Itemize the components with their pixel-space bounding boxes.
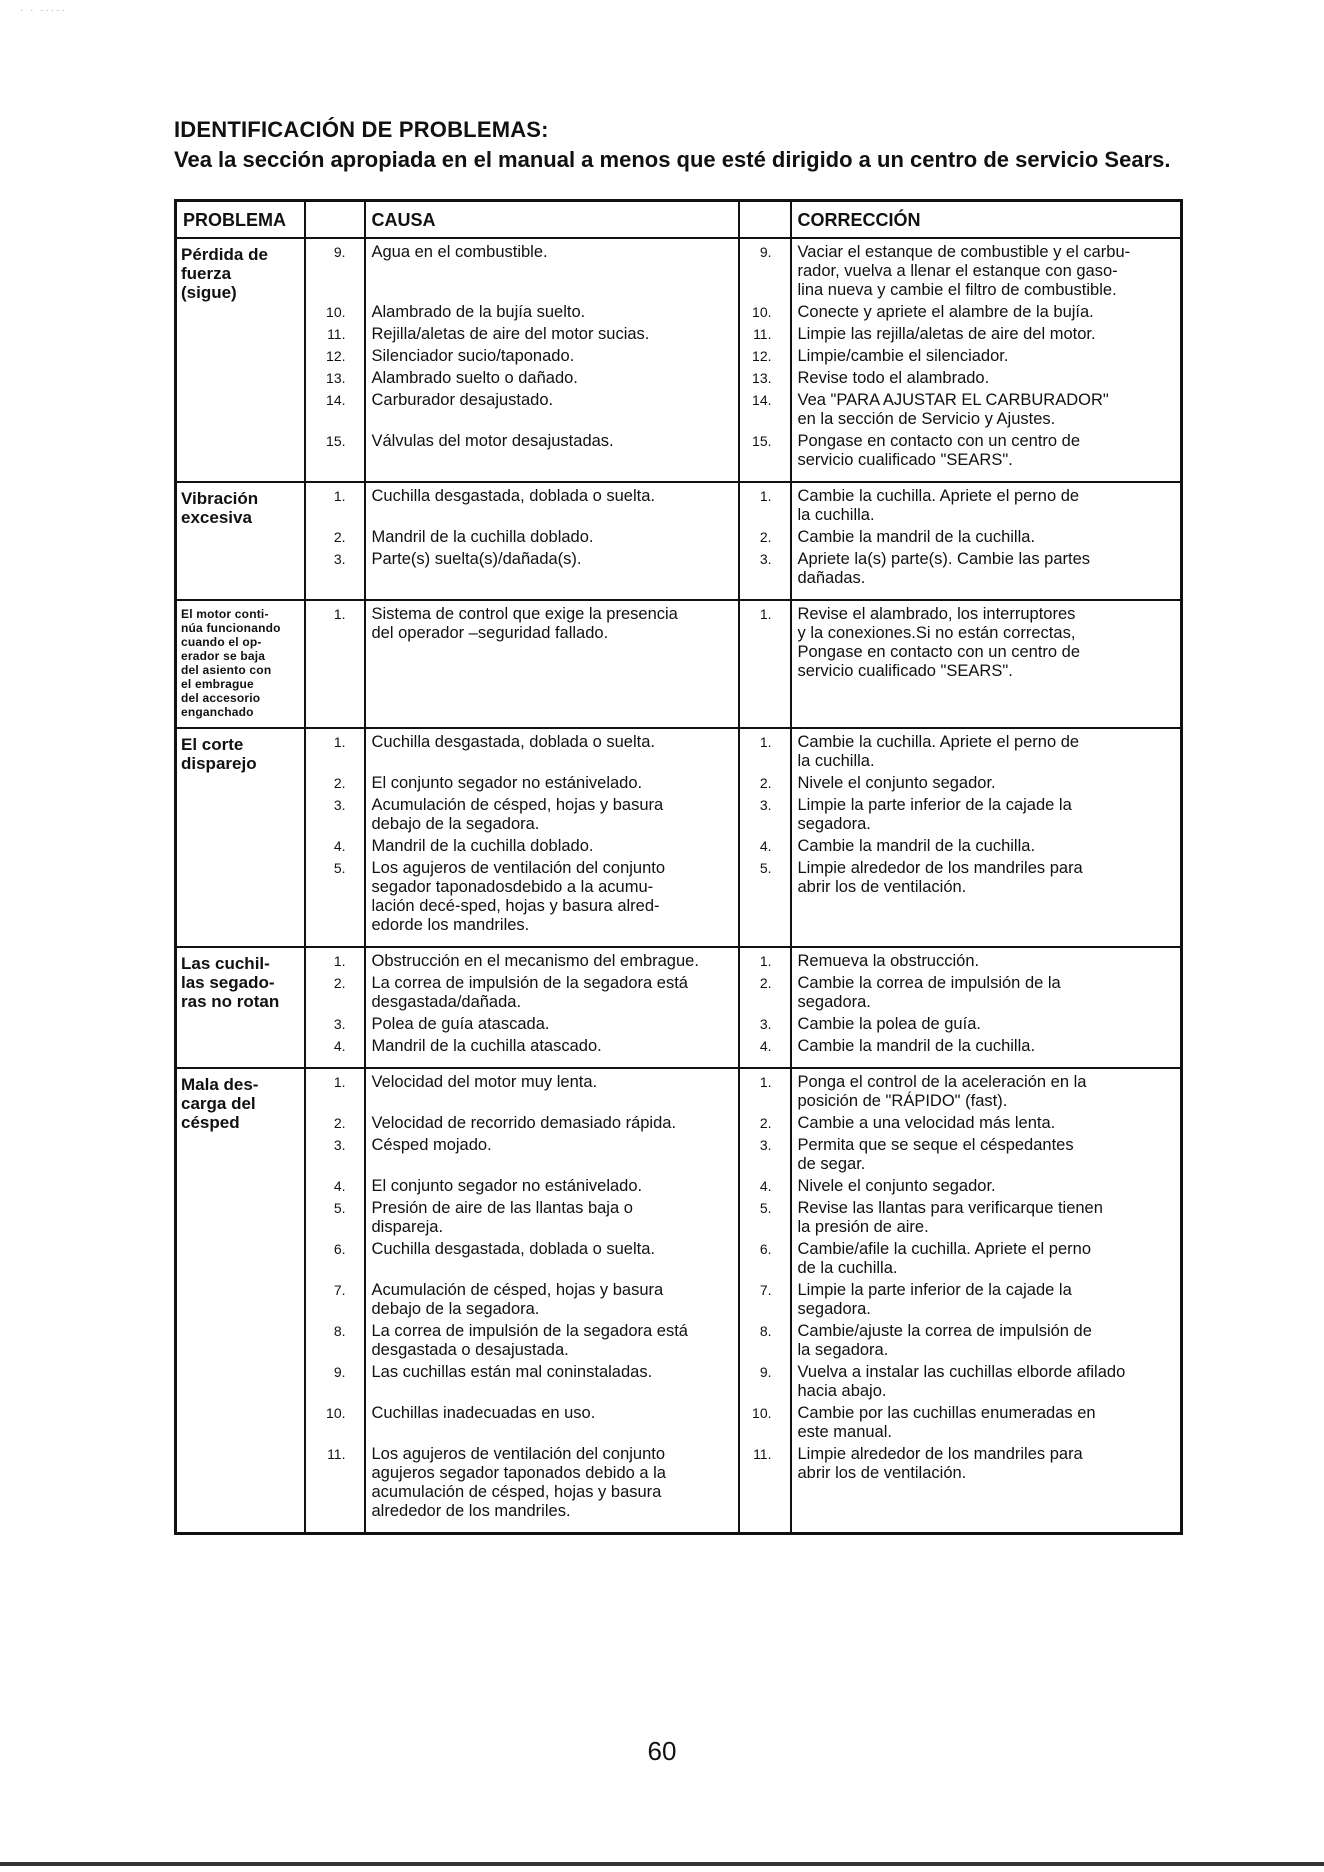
troubleshooting-title: IDENTIFICACIÓN DE PROBLEMAS:: [174, 117, 549, 142]
correction-text-cell: [791, 728, 1182, 947]
cause-number: 1.: [333, 953, 346, 969]
correction-number: 7.: [759, 1282, 772, 1298]
cause-text: Parte(s) suelta(s)/dañada(s).: [371, 550, 582, 568]
problem-group-row: [176, 947, 1182, 1068]
cause-text: Acumulación de césped, hojas y basura debajo de la segadora.: [371, 1281, 664, 1318]
correction-number: 15.: [752, 433, 772, 449]
correction-text: Permita que se seque el céspedantes de segar.: [797, 1136, 1074, 1173]
correction-text: Cambie la cuchilla. Apriete el perno de la cuchilla.: [797, 487, 1080, 524]
correction-text: Nivele el conjunto segador.: [797, 1177, 996, 1195]
cause-text: Silenciador sucio/taponado.: [371, 347, 575, 365]
correction-number: 12.: [752, 348, 772, 364]
cause-number-cell: [305, 1068, 365, 1534]
cause-text: Carburador desajustado.: [371, 391, 554, 409]
cause-number: 6.: [333, 1241, 346, 1257]
cause-number: 4.: [333, 1178, 346, 1194]
cause-text-cell: [365, 600, 739, 728]
correction-number: 4.: [759, 1038, 772, 1054]
correction-text-cell: [791, 238, 1182, 482]
correction-number: 8.: [759, 1323, 772, 1339]
correction-number: 3.: [759, 1137, 772, 1153]
cause-text: Alambrado de la bujía suelto.: [371, 303, 586, 321]
problem-group-row: [176, 600, 1182, 728]
correction-number: 1.: [759, 488, 772, 504]
correction-number: 4.: [759, 1178, 772, 1194]
cause-text: Presión de aire de las llantas baja o dispareja.: [371, 1199, 633, 1236]
correction-number: 1.: [759, 953, 772, 969]
page-heading: [174, 115, 1170, 175]
cause-text: Los agujeros de ventilación del conjunto segador taponadosdebido a la acumu- lación decé-sped, hojas y basura alred- edorde los mandriles.: [371, 859, 666, 934]
cause-number: 7.: [333, 1282, 346, 1298]
cause-number: 2.: [333, 1115, 346, 1131]
cause-text: Cuchilla desgastada, doblada o suelta.: [371, 733, 655, 751]
correction-number: 13.: [752, 370, 772, 386]
cause-text: Obstrucción en el mecanismo del embrague.: [371, 952, 699, 970]
cause-number: 2.: [333, 975, 346, 991]
correction-number: 1.: [759, 1074, 772, 1090]
correction-text: Cambie/afile la cuchilla. Apriete el perno de la cuchilla.: [797, 1240, 1091, 1277]
cause-text: Los agujeros de ventilación del conjunto agujeros segador taponados debido a la acumulación de césped, hojas y basura alrededor de los mandriles.: [371, 1445, 666, 1520]
cause-text: El conjunto segador no estánivelado.: [371, 1177, 643, 1195]
cause-number: 3.: [333, 551, 346, 567]
problem-cell: [176, 728, 305, 947]
correction-text: Ponga el control de la aceleración en la posición de "RÁPIDO" (fast).: [797, 1073, 1087, 1110]
bottom-rule: [0, 1862, 1324, 1866]
correction-number-cell: [739, 600, 791, 728]
cause-number: 1.: [333, 1074, 346, 1090]
correction-text: Apriete la(s) parte(s). Cambie las partes dañadas.: [797, 550, 1091, 587]
header-cause-number: [305, 201, 365, 239]
correction-text: Vaciar el estanque de combustible y el carbu- rador, vuelva a llenar el estanque con gaso- lina nueva y cambie el filtro de combustible.: [797, 243, 1131, 299]
cause-text: La correa de impulsión de la segadora está desgastada/dañada.: [371, 974, 688, 1011]
cause-text: Velocidad de recorrido demasiado rápida.: [371, 1114, 677, 1132]
correction-number-cell: [739, 728, 791, 947]
problem-label: Pérdida de fuerza (sigue): [181, 245, 268, 302]
correction-number: 6.: [759, 1241, 772, 1257]
correction-number: 14.: [752, 392, 772, 408]
correction-text: Cambie la correa de impulsión de la segadora.: [797, 974, 1061, 1011]
table-header-row: [176, 201, 1182, 239]
cause-text-cell: [365, 238, 739, 482]
problem-label: Las cuchil- las segado- ras no rotan: [181, 954, 280, 1011]
problem-group-row: [176, 482, 1182, 600]
problem-cell: [176, 947, 305, 1068]
correction-text: Cambie por las cuchillas enumeradas en este manual.: [797, 1404, 1096, 1441]
correction-number: 3.: [759, 551, 772, 567]
cause-text: Las cuchillas están mal coninstaladas.: [371, 1363, 653, 1381]
cause-number: 10.: [326, 304, 346, 320]
correction-number: 10.: [752, 1405, 772, 1421]
cause-text: Mandril de la cuchilla atascado.: [371, 1037, 602, 1055]
cause-number: 1.: [333, 606, 346, 622]
problem-group-row: [176, 1068, 1182, 1534]
correction-number: 11.: [753, 326, 772, 342]
correction-number: 1.: [759, 734, 772, 750]
cause-number: 11.: [327, 326, 346, 342]
cause-number: 9.: [333, 1364, 346, 1380]
cause-number: 1.: [333, 488, 346, 504]
correction-text: Cambie la mandril de la cuchilla.: [797, 837, 1036, 855]
correction-text: Vea "PARA AJUSTAR EL CARBURADOR" en la sección de Servicio y Ajustes.: [797, 391, 1109, 428]
problem-cell: [176, 1068, 305, 1534]
cause-text: Polea de guía atascada.: [371, 1015, 550, 1033]
cause-text-cell: [365, 1068, 739, 1534]
problem-group-row: [176, 238, 1182, 482]
correction-number: 11.: [753, 1446, 772, 1462]
correction-number: 5.: [759, 1200, 772, 1216]
cause-number: 2.: [333, 775, 346, 791]
cause-number-cell: [305, 482, 365, 600]
cause-number: 14.: [326, 392, 346, 408]
cause-number-cell: [305, 947, 365, 1068]
cause-text: Válvulas del motor desajustadas.: [371, 432, 614, 450]
correction-number: 4.: [759, 838, 772, 854]
cause-number: 3.: [333, 797, 346, 813]
cause-number: 8.: [333, 1323, 346, 1339]
correction-number-cell: [739, 947, 791, 1068]
correction-number: 9.: [759, 1364, 772, 1380]
correction-number: 2.: [759, 775, 772, 791]
correction-text: Revise el alambrado, los interruptores y la conexiones.Si no están correctas, Pongase en contacto con un centro de servicio cualificado "SEARS".: [797, 605, 1081, 680]
correction-text: Limpie/cambie el silenciador.: [797, 347, 1009, 365]
header-correction-number: [739, 201, 791, 239]
cause-number-cell: [305, 600, 365, 728]
correction-text-cell: [791, 482, 1182, 600]
cause-text: Mandril de la cuchilla doblado.: [371, 837, 594, 855]
problem-cell: [176, 482, 305, 600]
correction-text: Cambie la mandril de la cuchilla.: [797, 528, 1036, 546]
cause-text: El conjunto segador no estánivelado.: [371, 774, 643, 792]
correction-text: Cambie la mandril de la cuchilla.: [797, 1037, 1036, 1055]
cause-number: 11.: [327, 1446, 346, 1462]
cause-text-cell: [365, 947, 739, 1068]
correction-text: Revise las llantas para verificarque tienen la presión de aire.: [797, 1199, 1103, 1236]
problem-group-row: [176, 728, 1182, 947]
correction-number: 10.: [752, 304, 772, 320]
correction-text: Conecte y apriete el alambre de la bujía.: [797, 303, 1094, 321]
cause-number: 1.: [333, 734, 346, 750]
scan-speckles: · · ·····: [20, 5, 67, 16]
cause-number-cell: [305, 238, 365, 482]
problem-label: El corte disparejo: [181, 735, 257, 773]
cause-number: 15.: [326, 433, 346, 449]
correction-number: 3.: [759, 1016, 772, 1032]
cause-text: Velocidad del motor muy lenta.: [371, 1073, 598, 1091]
cause-text: Agua en el combustible.: [371, 243, 548, 261]
cause-number: 9.: [333, 244, 346, 260]
cause-number: 5.: [333, 860, 346, 876]
correction-text: Vuelva a instalar las cuchillas elborde afilado hacia abajo.: [797, 1363, 1126, 1400]
correction-text: Limpie las rejilla/aletas de aire del motor.: [797, 325, 1096, 343]
cause-number-cell: [305, 728, 365, 947]
correction-text: Nivele el conjunto segador.: [797, 774, 996, 792]
correction-number: 2.: [759, 1115, 772, 1131]
correction-text-cell: [791, 1068, 1182, 1534]
correction-number: 1.: [759, 606, 772, 622]
correction-text-cell: [791, 600, 1182, 728]
correction-number: 2.: [759, 975, 772, 991]
problem-label: El motor conti- núa funcionando cuando el op- erador se baja del asiento con el embrague del accesorio enganchado: [181, 607, 281, 719]
cause-number: 3.: [333, 1137, 346, 1153]
cause-text: La correa de impulsión de la segadora está desgastada o desajustada.: [371, 1322, 688, 1359]
correction-text-cell: [791, 947, 1182, 1068]
troubleshooting-table: [174, 199, 1183, 1535]
correction-text: Limpie alrededor de los mandriles para abrir los de ventilación.: [797, 1445, 1083, 1482]
cause-number: 4.: [333, 838, 346, 854]
correction-number-cell: [739, 482, 791, 600]
cause-text: Cuchilla desgastada, doblada o suelta.: [371, 1240, 655, 1258]
cause-text: Sistema de control que exige la presencia del operador –seguridad fallado.: [371, 605, 678, 642]
problem-cell: [176, 600, 305, 728]
cause-text: Césped mojado.: [371, 1136, 492, 1154]
header-cause: CAUSA: [365, 201, 739, 239]
problem-cell: [176, 238, 305, 482]
correction-text: Limpie la parte inferior de la cajade la segadora.: [797, 1281, 1072, 1318]
cause-text: Cuchilla desgastada, doblada o suelta.: [371, 487, 655, 505]
page-number: 60: [647, 1736, 677, 1766]
problem-label: Mala des- carga del césped: [181, 1075, 259, 1132]
cause-number: 13.: [326, 370, 346, 386]
correction-text: Limpie alrededor de los mandriles para abrir los de ventilación.: [797, 859, 1083, 896]
troubleshooting-subtitle: Vea la sección apropiada en el manual a menos que esté dirigido a un centro de servicio Sears.: [174, 147, 1171, 172]
correction-number: 2.: [759, 529, 772, 545]
header-problem: PROBLEMA: [176, 201, 305, 239]
table-body: [176, 238, 1182, 1534]
correction-text: Cambie la cuchilla. Apriete el perno de la cuchilla.: [797, 733, 1080, 770]
correction-text: Cambie/ajuste la correa de impulsión de la segadora.: [797, 1322, 1092, 1359]
cause-number: 5.: [333, 1200, 346, 1216]
correction-number: 9.: [759, 244, 772, 260]
correction-text: Cambie a una velocidad más lenta.: [797, 1114, 1056, 1132]
correction-number-cell: [739, 238, 791, 482]
cause-text: Cuchillas inadecuadas en uso.: [371, 1404, 596, 1422]
cause-number: 12.: [326, 348, 346, 364]
correction-text: Limpie la parte inferior de la cajade la segadora.: [797, 796, 1072, 833]
cause-text: Acumulación de césped, hojas y basura debajo de la segadora.: [371, 796, 664, 833]
correction-text: Revise todo el alambrado.: [797, 369, 990, 387]
correction-text: Pongase en contacto con un centro de servicio cualificado "SEARS".: [797, 432, 1081, 469]
cause-number: 4.: [333, 1038, 346, 1054]
cause-number: 2.: [333, 529, 346, 545]
cause-text: Mandril de la cuchilla doblado.: [371, 528, 594, 546]
cause-text-cell: [365, 482, 739, 600]
cause-text-cell: [365, 728, 739, 947]
cause-text: Rejilla/aletas de aire del motor sucias.: [371, 325, 650, 343]
correction-text: Cambie la polea de guía.: [797, 1015, 981, 1033]
header-correction: CORRECCIÓN: [791, 201, 1182, 239]
correction-text: Remueva la obstrucción.: [797, 952, 980, 970]
problem-label: Vibración excesiva: [181, 489, 259, 527]
correction-number: 5.: [759, 860, 772, 876]
cause-number: 10.: [326, 1405, 346, 1421]
correction-number: 3.: [759, 797, 772, 813]
cause-number: 3.: [333, 1016, 346, 1032]
cause-text: Alambrado suelto o dañado.: [371, 369, 578, 387]
correction-number-cell: [739, 1068, 791, 1534]
